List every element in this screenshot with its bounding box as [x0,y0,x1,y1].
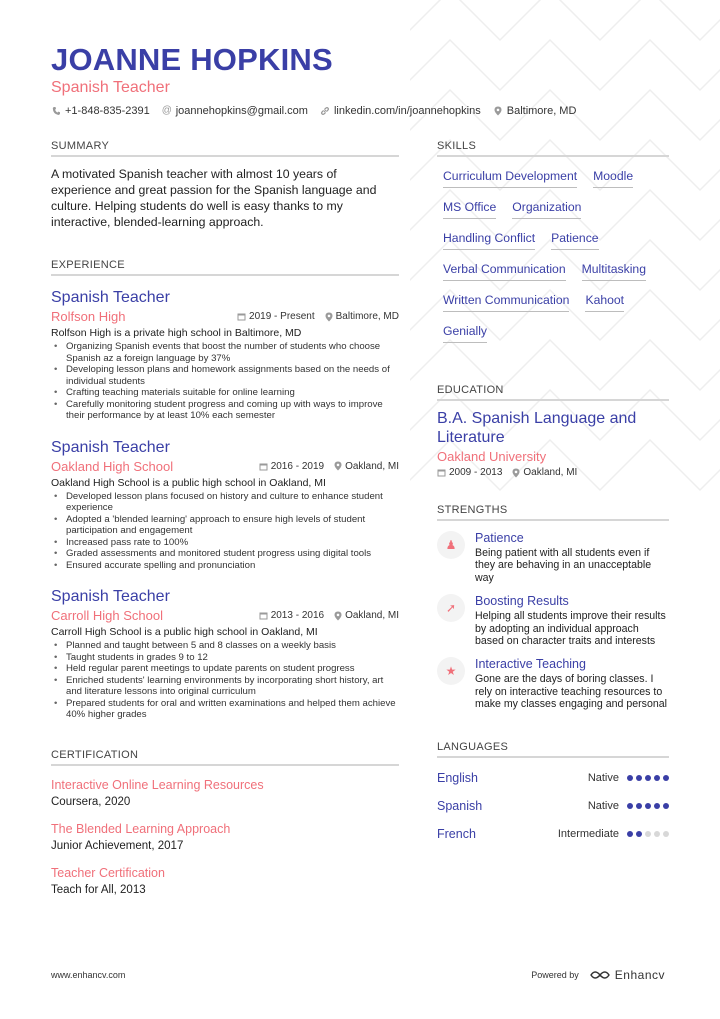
enhancv-logo[interactable] [589,968,665,982]
job-bullet: • Taught students in grades 9 to 12 [51,652,399,664]
contact-location [493,105,577,117]
rating-dot [645,831,651,837]
candidate-name: JOANNE HOPKINS [51,42,333,77]
map-pin-icon [493,106,503,116]
education-location-text: Oakland, MI [523,467,578,478]
job-bullets [51,491,399,572]
job-bullet: • Enriched students' learning environments by incorporating short history, art and literature lessons into original curriculum [51,675,399,698]
job-location [334,461,399,472]
education-dates [437,467,502,478]
job-description: Rolfson High is a private high school in Baltimore, MD [51,327,302,339]
job-organization: Rolfson High [51,309,126,324]
footer [51,968,665,982]
footer-brand [531,968,665,982]
job-org-row [51,608,399,623]
language-level: Native [587,771,619,784]
job-meta [259,461,399,472]
strength-title: Boosting Results [475,594,569,609]
job-bullet: • Increased pass rate to 100% [51,537,399,549]
strength-item [437,531,669,584]
contact-phone[interactable] [51,105,150,117]
skill-tag: Handling Conflict [443,225,535,250]
language-row [437,820,669,848]
strength-description: Being patient with all students even if they are behaving in an unacceptable way [475,547,652,584]
rating-dot [627,803,633,809]
language-name: Spanish [437,798,483,813]
star-icon: ★ [437,657,465,685]
job-bullet: • Held regular parent meetings to update parents on student progress [51,663,399,675]
job-location [325,311,399,322]
job-location [334,610,399,621]
job-description: Carroll High School is a public high school in Oakland, MI [51,626,318,638]
summary-text: A motivated Spanish teacher with almost 10 years of experience and great passion for the Spanish language and culture. Helping students do well is easy thanks to my interactive, blended-learning approach. [51,167,377,229]
job-dates-text: 2016 - 2019 [270,460,325,472]
job-bullets [51,640,399,721]
skill-tag: Curriculum Development [443,163,577,188]
rocket-icon: ➚ [437,594,465,622]
rating-dot [654,803,660,809]
experience-item [51,588,399,721]
certification-title: Teacher Certification [51,865,165,880]
skill-tag: Written Communication [443,287,569,312]
job-role: Spanish Teacher [51,438,170,456]
person-icon: ♟ [437,531,465,559]
summary-heading: SUMMARY [51,140,399,157]
strength-title: Interactive Teaching [475,657,586,672]
contact-linkedin[interactable] [320,105,481,117]
strength-item [437,594,669,647]
language-row [437,764,669,792]
languages-heading: LANGUAGES [437,741,669,758]
job-description: Oakland High School is a public high school in Oakland, MI [51,476,326,489]
calendar-icon [437,468,446,477]
job-bullet: • Graded assessments and monitored student progress using digital tools [51,548,399,560]
rating-dot [636,803,642,809]
strength-body [475,657,669,710]
calendar-icon [259,611,268,620]
right-column [437,140,669,848]
job-bullet: • Organizing Spanish events that boost the number of students who choose Spanish az a foreign language by 37% [51,341,399,364]
certification-heading: CERTIFICATION [51,749,399,766]
certification-title: The Blended Learning Approach [51,821,231,836]
education-location [512,467,577,478]
job-organization: Oakland High School [51,458,174,474]
language-rating [627,775,669,781]
footer-site[interactable]: www.enhancv.com [51,970,126,980]
map-pin-icon [334,461,342,471]
left-column [51,140,399,896]
rating-dot [654,775,660,781]
skill-tag: MS Office [443,194,496,219]
contact-bar [51,105,576,117]
certification-title: Interactive Online Learning Resources [51,777,264,792]
strength-body [475,531,669,584]
skill-tag: Multitasking [582,256,646,281]
email-text: joannehopkins@gmail.com [175,105,308,117]
map-pin-icon [512,468,520,478]
language-proficiency [588,772,669,784]
calendar-icon [259,462,268,471]
experience-heading: EXPERIENCE [51,259,399,276]
strength-description: Helping all students improve their results by adopting an individual approach based on character traits and interests [475,610,666,648]
strength-description: Gone are the days of boring classes. I rely on interactive teaching resources to make my classes engaging and personal [475,673,667,711]
language-proficiency [588,800,669,812]
language-name: English [437,770,478,785]
job-bullets [51,341,399,422]
education-school: Oakland University [437,449,547,464]
job-role: Spanish Teacher [51,289,170,306]
map-pin-icon [325,312,333,322]
phone-icon [51,106,61,116]
job-location-text: Baltimore, MD [335,311,399,322]
job-bullet: • Planned and taught between 5 and 8 classes on a weekly basis [51,640,399,652]
job-org-row [51,459,399,474]
rating-dot [654,831,660,837]
certification-issuer: Teach for All, 2013 [51,883,146,896]
language-name: French [437,826,476,841]
skill-tag: Patience [551,225,598,250]
certification-list [51,778,399,896]
rating-dot [627,775,633,781]
calendar-icon [237,312,246,321]
job-role: Spanish Teacher [51,588,170,605]
education-meta [437,467,669,478]
education-dates-text: 2009 - 2013 [449,467,503,478]
experience-item [51,289,399,422]
job-bullet: • Developing lesson plans and homework assignments based on the needs of individual students [51,364,399,387]
skill-tag: Genially [443,318,487,343]
language-row [437,792,669,820]
language-rating [627,831,669,837]
job-bullet: • Prepared students for oral and written examinations and helped them achieve 40% higher grades [51,698,399,721]
rating-dot [663,831,669,837]
job-bullet: • Carefully monitoring student progress and coming up with ways to improve their performance by at least 10% each semester [51,399,399,422]
experience-list [51,289,399,721]
language-rating [627,803,669,809]
strength-body [475,594,669,647]
skill-tag: Organization [512,194,581,219]
job-location-text: Oakland, MI [345,460,399,472]
link-icon [320,106,330,116]
education-degree: B.A. Spanish Language and Literature [437,410,637,446]
strengths-list [437,531,669,711]
rating-dot [645,803,651,809]
education-heading: EDUCATION [437,384,669,401]
resume-page [51,0,671,1019]
phone-text: +1-848-835-2391 [65,105,150,117]
language-proficiency [558,828,669,840]
experience-item [51,439,399,572]
job-dates [259,610,324,621]
job-location-text: Oakland, MI [345,610,399,621]
job-org-row [51,309,399,324]
languages-list [437,764,669,848]
certification-issuer: Junior Achievement, 2017 [51,839,184,852]
language-level: Native [587,799,619,812]
skill-tag: Verbal Communication [443,256,566,281]
rating-dot [645,775,651,781]
certification-issuer: Coursera, 2020 [51,795,131,808]
job-meta [259,610,399,621]
language-level: Intermediate [557,827,619,840]
job-bullet: • Adopted a 'blended learning' approach to ensure high levels of student participation and engagement [51,514,399,537]
contact-email[interactable] [162,105,308,117]
strength-item [437,657,669,710]
certification-item [51,822,399,852]
skill-tag: Kahoot [585,287,624,312]
enhancv-logo-icon [589,969,611,981]
footer-powered-by: Powered by [531,970,579,980]
rating-dot [663,803,669,809]
job-bullet: • Ensured accurate spelling and pronunciation [51,560,399,572]
job-meta [237,311,399,322]
rating-dot [663,775,669,781]
strength-title: Patience [475,531,524,545]
job-dates [237,311,315,322]
strengths-heading: STRENGTHS [437,504,669,521]
job-dates-text: 2013 - 2016 [270,610,325,621]
skills-list [437,163,669,349]
linkedin-text: linkedin.com/in/joannehopkins [333,105,481,117]
certification-item [51,866,399,896]
skill-tag: Moodle [593,163,633,188]
map-pin-icon [334,611,342,621]
job-organization: Carroll High School [51,608,163,623]
at-icon: @ [161,105,172,116]
job-bullet: • Developed lesson plans focused on history and culture to enhance student experience [51,491,399,514]
job-dates-text: 2019 - Present [249,311,315,322]
rating-dot [636,831,642,837]
certification-item [51,778,399,808]
location-text: Baltimore, MD [506,105,577,117]
candidate-title: Spanish Teacher [51,79,170,96]
job-bullet: • Crafting teaching materials suitable for online learning [51,387,399,399]
rating-dot [627,831,633,837]
enhancv-logo-text: Enhancv [614,968,665,982]
rating-dot [636,775,642,781]
job-dates [259,461,324,472]
skills-heading: SKILLS [437,140,669,157]
